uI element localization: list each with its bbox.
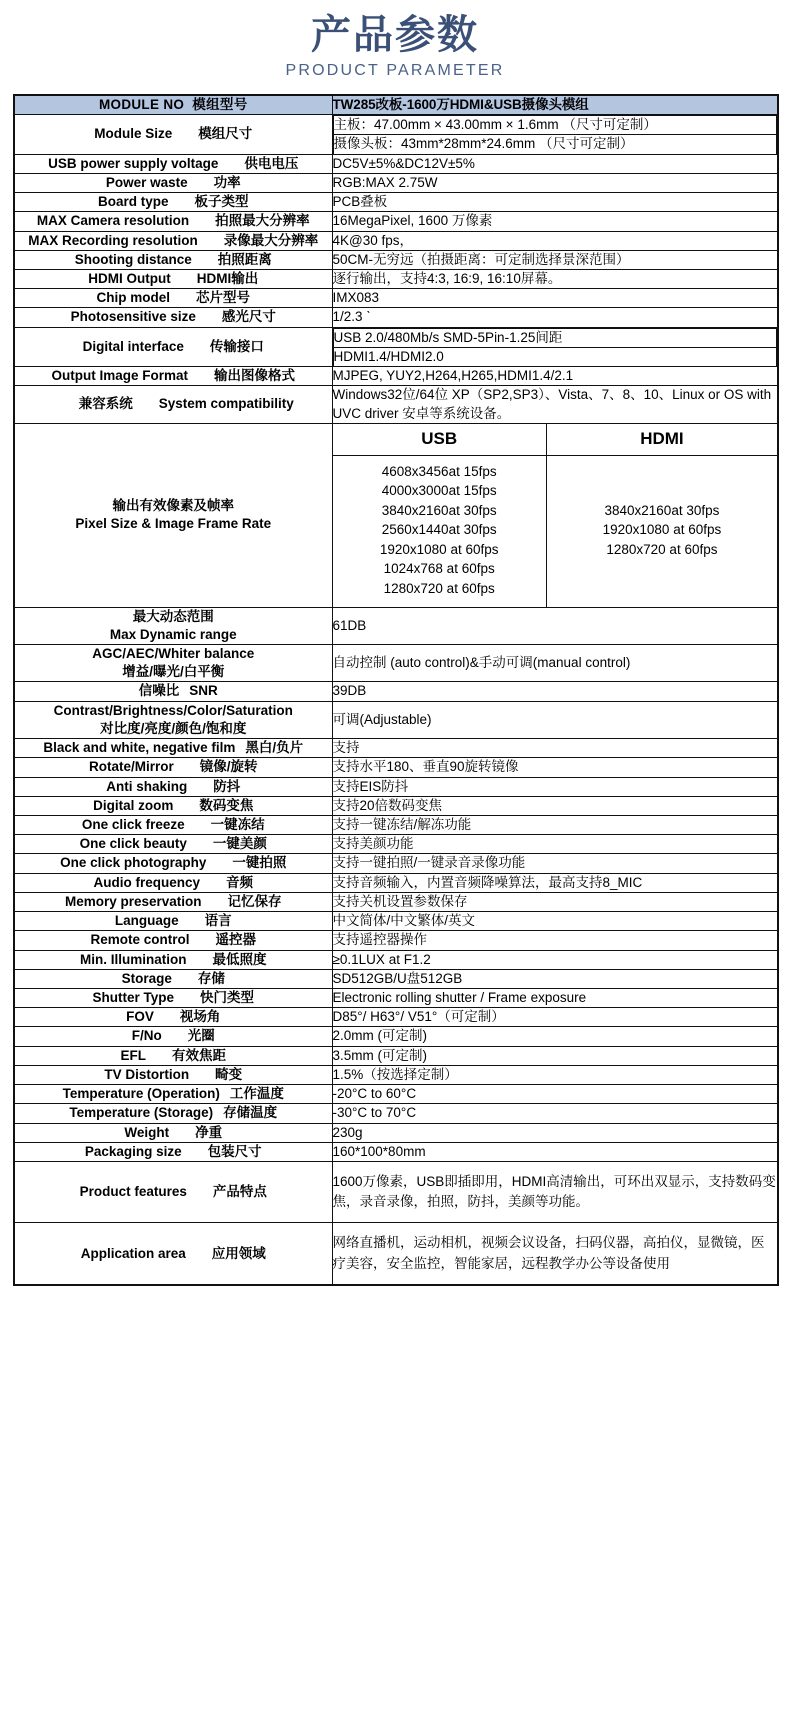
label-cn: 视场角 [179,1009,221,1025]
spec-value: 160*100*80mm [332,1142,778,1161]
spec-label-black-and-white-negative-film [14,739,332,758]
label-en: One click beauty [79,836,187,852]
label-en: Shutter Type [92,989,174,1005]
label-pair [89,758,258,776]
label-en: USB power supply voltage [48,155,219,171]
resolution-subtable-header-row [333,424,778,455]
spec-label-language [14,912,332,931]
spec-value: 1/2.3 ˋ [332,308,778,327]
spec-label-snr [14,682,332,701]
label-pair [82,816,265,834]
label-pair [71,308,276,326]
spec-value: PCB叠板 [332,193,778,212]
spec-label-one-click-photography [14,854,332,873]
value-split-row [333,328,777,347]
spec-label-power-waste [14,173,332,192]
spec-label-contrast-brightness-color-saturation [14,701,332,738]
label-en: Black and white, negative film [43,740,236,756]
label-en: One click photography [60,855,207,871]
spec-value: 支持关机设置参数保存 [332,892,778,911]
spec-label-audio-frequency [14,873,332,892]
hdmi-mode-item: 1920x1080 at 60fps [602,522,722,538]
label-cn: 遥控器 [215,932,256,948]
label-pair [83,338,264,356]
label-cn: 一键美颜 [212,836,267,852]
page-title-block [0,0,790,80]
label-cn: 畸变 [215,1066,243,1082]
usb-mode-item: 1024x768 at 60fps [383,561,495,577]
label-en: Remote control [90,932,190,948]
label-en: Digital zoom [93,797,174,813]
spec-value: 1.5%（按选择定制） [332,1065,778,1084]
value-split-row [333,135,777,154]
table-row [14,250,778,269]
spec-table-wrap [0,80,790,1286]
label-cn: 黑白/负片 [245,740,304,756]
table-row [14,1104,778,1123]
label-cn: 净重 [195,1124,223,1140]
label-cn: 存储温度 [223,1105,278,1121]
table-row [14,308,778,327]
spec-value: 1600万像素，USB即插即用，HDMI高清输出，可环出双显示，支持数码变焦，录音录像，拍照，防抖，美颜等功能。 [332,1161,778,1223]
spec-value: 50CM-无穷远（拍摄距离：可定制选择景深范围） [332,250,778,269]
label-pair [121,1047,227,1065]
spec-value: RGB:MAX 2.75W [332,173,778,192]
spec-label-agc-aec-whiter-balance [14,645,332,682]
table-row [14,289,778,308]
spec-value: 2.0mm (可定制) [332,1027,778,1046]
header-model-value: TW285改板-1600万HDMI&USB摄像头模组 [332,95,778,115]
label-pair [65,893,282,911]
usb-mode-item: 4000x3000at 15fps [381,483,497,499]
label-en: Rotate/Mirror [88,759,174,775]
spec-label-max-camera-resolution [14,212,332,231]
label-cn: 工作温度 [229,1086,284,1102]
value-split-line: HDMI1.4/HDMI2.0 [333,347,777,366]
label-cn: 存储 [197,970,225,986]
page-title-en: PRODUCT PARAMETER [285,62,505,79]
table-row [14,212,778,231]
label-pair [92,645,254,681]
spec-label-product-features [14,1161,332,1223]
label-pair [97,289,251,307]
label-cn: 有效焦距 [172,1047,226,1063]
label-pair [88,270,258,288]
label-en: Shooting distance [74,251,192,267]
spec-value-split [332,327,778,366]
spec-value: 4K@30 fps， [332,231,778,250]
label-pair [110,608,237,644]
label-cn: 快门类型 [200,989,254,1005]
spec-label-weight [14,1123,332,1142]
spec-label-anti-shaking [14,777,332,796]
header-module-no-cn: 模组型号 [192,97,248,112]
label-en: Power waste [105,174,188,190]
spec-value: 支持一键拍照/一键录音录像功能 [332,854,778,873]
label-cn: 芯片型号 [196,290,250,306]
spec-value: 可调(Adjustable) [332,701,778,738]
usb-mode-item: 1920x1080 at 60fps [379,541,499,557]
table-row [14,607,778,644]
table-row [14,115,778,154]
label-pair [132,1027,215,1045]
table-row [14,645,778,682]
spec-label-board-type [14,193,332,212]
label-pair [37,212,310,230]
label-cn: 对比度/亮度/颜色/饱和度 [100,720,247,736]
spec-value: IMX083 [332,289,778,308]
label-en: Storage [121,970,172,986]
value-split-table [333,328,778,366]
label-pair [54,702,293,738]
table-row [14,173,778,192]
label-en: Temperature (Operation) [62,1086,220,1102]
label-pair [80,835,267,853]
table-row [14,931,778,950]
spec-value-split [332,115,778,154]
label-cn: HDMI输出 [196,270,259,286]
spec-label-packaging-size [14,1142,332,1161]
table-row [14,327,778,366]
label-pair [92,989,254,1007]
label-pair [129,682,218,700]
label-pair [124,1124,222,1142]
label-cn: 语言 [204,913,232,929]
usb-column-header: USB [333,424,547,455]
spec-value: 支持一键冻结/解冻功能 [332,816,778,835]
label-en: Product features [79,1184,187,1200]
spec-label-module-size [14,115,332,154]
label-cn: 最大动态范围 [132,608,214,624]
spec-value: D85°/ H63°/ V51°（可定制） [332,1008,778,1027]
label-en: Digital interface [82,338,184,354]
spec-label-tv-distortion [14,1065,332,1084]
label-cn: 输出图像格式 [214,368,295,384]
spec-label-efl [14,1046,332,1065]
spec-value: MJPEG, YUY2,H264,H265,HDMI1.4/2.1 [332,367,778,386]
label-en: EFL [120,1047,146,1063]
label-en: MAX Recording resolution [28,232,198,248]
label-en: Pixel Size & Image Frame Rate [75,516,272,532]
spec-value: 支持遥控器操作 [332,931,778,950]
spec-label-storage [14,969,332,988]
label-pair [126,1008,220,1026]
label-pair [93,874,253,892]
table-row [14,950,778,969]
label-en: AGC/AEC/Whiter balance [92,646,255,662]
spec-value: 支持音频输入，内置音频降噪算法，最高支持8_MIC [332,873,778,892]
label-pair [106,778,240,796]
spec-value-resolution-matrix [332,423,778,607]
spec-value: Electronic rolling shutter / Frame exposure [332,988,778,1007]
label-pair [75,251,272,269]
label-pair [81,1245,266,1263]
spec-table [13,94,779,1286]
label-pair [106,174,241,192]
resolution-subtable-body-row [333,455,778,606]
page-title-cn: 产品参数 [311,13,479,57]
table-row [14,758,778,777]
table-row [14,796,778,815]
table-row [14,231,778,250]
usb-mode-item: 1280x720 at 60fps [383,581,495,597]
label-pair [94,125,252,143]
spec-value: 支持美颜功能 [332,835,778,854]
label-cn: 数码变焦 [199,797,254,813]
usb-mode-list [333,455,547,606]
hdmi-column-header: HDMI [546,424,777,455]
table-row [14,1008,778,1027]
label-cn: 一键冻结 [210,817,265,832]
label-cn: 最低照度 [212,951,267,967]
label-en: Photosensitive size [70,309,196,325]
label-en: Board type [97,194,169,210]
label-en: Contrast/Brightness/Color/Saturation [53,702,293,718]
spec-value: 中文简体/中文繁体/英文 [332,912,778,931]
table-row [14,816,778,835]
label-cn: 信噪比 [138,683,180,699]
table-row [14,835,778,854]
label-cn: 录像最大分辨率 [223,232,319,248]
label-cn: 拍照最大分辨率 [215,213,310,229]
label-pair [60,854,286,872]
label-cn: 兼容系统 [78,396,133,412]
spec-value: 逐行输出，支持4:3, 16:9, 16:10屏幕。 [332,269,778,288]
label-en: HDMI Output [88,270,171,286]
table-row [14,1161,778,1223]
spec-value: Windows32位/64位 XP（SP2,SP3）、Vista、7、8、10、Linux or OS with UVC driver 安卓等系统设备。 [332,386,778,423]
label-cn: 感光尺寸 [221,309,276,325]
spec-value: 支持 [332,739,778,758]
label-en: System compatibility [158,396,294,412]
table-row [14,1123,778,1142]
label-pair [48,155,298,173]
table-row [14,1065,778,1084]
label-cn: 功率 [213,174,241,190]
table-row [14,367,778,386]
label-cn: 产品特点 [212,1184,267,1200]
spec-value: DC5V±5%&DC12V±5% [332,154,778,173]
table-row [14,854,778,873]
spec-label-remote-control [14,931,332,950]
label-en: Weight [124,1124,170,1140]
label-en: Memory preservation [64,893,202,909]
label-en: Audio frequency [93,874,200,890]
label-pair [51,367,295,385]
spec-value: 230g [332,1123,778,1142]
label-en: Anti shaking [106,778,188,794]
label-cn: 防抖 [213,778,241,794]
usb-mode-item: 4608x3456at 15fps [381,463,497,479]
label-pair [69,1104,277,1122]
label-en: Packaging size [84,1143,182,1159]
spec-label-max-dynamic-range [14,607,332,644]
table-row [14,682,778,701]
spec-label-temperature-operation [14,1085,332,1104]
label-pair [63,1085,284,1103]
label-en: FOV [126,1009,154,1025]
table-row [14,988,778,1007]
spec-label-max-recording-resolution [14,231,332,250]
label-pair [115,912,232,930]
label-pair [80,951,267,969]
label-cn: 拍照距离 [217,251,272,267]
label-pair [43,739,303,757]
spec-label-usb-power-supply-voltage [14,154,332,173]
table-row [14,1027,778,1046]
spec-value: 16MegaPixel, 1600 万像素 [332,212,778,231]
spec-label-rotate-mirror [14,758,332,777]
table-row [14,1142,778,1161]
label-pair [122,970,225,988]
label-cn: 应用领域 [211,1245,266,1261]
label-en: Application area [80,1245,186,1261]
spec-label-digital-zoom [14,796,332,815]
header-module-no-en: MODULE NO [98,97,185,112]
label-en: Language [114,913,179,929]
label-cn: 供电电压 [244,155,299,171]
label-cn: 音频 [226,874,253,890]
table-row [14,386,778,423]
table-row [14,912,778,931]
spec-value: 3.5mm (可定制) [332,1046,778,1065]
label-pair [104,1066,242,1084]
spec-label-output-image-format [14,367,332,386]
spec-value: ≥0.1LUX at F1.2 [332,950,778,969]
spec-label-fov [14,1008,332,1027]
spec-value: 网络直播机，运动相机，视频会议设备，扫码仪器，高拍仪，显微镜，医疗美容，安全监控，智能家居，远程教学办公等设备使用 [332,1223,778,1285]
spec-value: 39DB [332,682,778,701]
hdmi-mode-item: 3840x2160at 30fps [604,502,720,518]
spec-label-shooting-distance [14,250,332,269]
label-cn: 增益/曝光/白平衡 [122,664,225,680]
label-pair [98,193,249,211]
table-row [14,969,778,988]
label-en: Max Dynamic range [109,626,237,642]
usb-mode-item: 2560x1440at 30fps [381,522,497,538]
spec-value: 支持EIS防抖 [332,777,778,796]
table-row [14,193,778,212]
table-row [14,1223,778,1285]
hdmi-mode-list [546,455,777,606]
label-cn: 一键拍照 [232,855,287,871]
label-en: Module Size [94,126,173,142]
label-pair [85,1143,262,1161]
value-split-row [333,347,777,366]
spec-label-hdmi-output [14,269,332,288]
value-split-line: USB 2.0/480Mb/s SMD-5Pin-1.25间距 [333,328,777,347]
spec-value: 自动控制 (auto control)&手动可调(manual control) [332,645,778,682]
value-split-line: 摄像头板：43mm*28mm*24.6mm （尺寸可定制） [333,135,777,154]
spec-value: 支持20倍数码变焦 [332,796,778,815]
spec-table-body [14,95,778,1285]
label-en: F/No [131,1028,162,1044]
header-module-no-cell [14,95,332,115]
spec-label-pixel-size-frame-rate [14,423,332,607]
spec-label-one-click-freeze [14,816,332,835]
spec-label-f-no [14,1027,332,1046]
label-en: SNR [189,683,218,699]
value-split-line: 主板：47.00mm × 43.00mm × 1.6mm （尺寸可定制） [333,116,777,135]
table-row [14,701,778,738]
label-en: Output Image Format [51,368,188,384]
value-split-table [333,115,778,153]
resolution-subtable [333,424,778,607]
table-row [14,873,778,892]
usb-mode-item: 3840x2160at 30fps [381,502,497,518]
spec-label-temperature-storage [14,1104,332,1123]
table-row [14,892,778,911]
label-cn: 光圈 [187,1028,215,1044]
spec-label-shutter-type [14,988,332,1007]
label-en: One click freeze [81,817,185,832]
spec-label-photosensitive-size [14,308,332,327]
table-row [14,1046,778,1065]
label-pair [90,931,256,949]
spec-value: -20°C to 60°C [332,1085,778,1104]
table-header-row [14,95,778,115]
label-en: Chip model [96,290,170,306]
label-en: Min. Illumination [80,951,187,967]
spec-label-digital-interface [14,327,332,366]
table-row [14,154,778,173]
table-row [14,269,778,288]
spec-value: -30°C to 70°C [332,1104,778,1123]
label-en: Temperature (Storage) [69,1105,214,1121]
spec-value: 61DB [332,607,778,644]
spec-value: SD512GB/U盘512GB [332,969,778,988]
label-pair [80,1183,267,1201]
spec-label-system-compatibility [14,386,332,423]
hdmi-mode-item: 1280x720 at 60fps [606,541,718,557]
spec-label-min-illumination [14,950,332,969]
value-split-row [333,116,777,135]
spec-label-one-click-beauty [14,835,332,854]
label-cn: 镜像/旋转 [199,759,258,775]
label-pair [93,797,253,815]
table-row [14,739,778,758]
label-en: TV Distortion [104,1066,190,1082]
table-row [14,777,778,796]
label-cn: 模组尺寸 [198,126,253,142]
label-cn: 输出有效像素及帧率 [112,497,234,513]
spec-label-application-area [14,1223,332,1285]
spec-value: 支持水平180、垂直90旋转镜像 [332,758,778,777]
label-cn: 记忆保存 [227,893,282,909]
table-row-pixel-frame-rate [14,423,778,607]
spec-label-chip-model [14,289,332,308]
label-pair [28,232,318,250]
spec-label-memory-preservation [14,892,332,911]
label-pair [53,395,294,413]
label-en: MAX Camera resolution [36,213,190,229]
label-cn: 传输接口 [209,338,264,354]
label-cn: 板子类型 [194,194,249,210]
label-cn: 包装尺寸 [207,1143,262,1159]
table-row [14,1085,778,1104]
